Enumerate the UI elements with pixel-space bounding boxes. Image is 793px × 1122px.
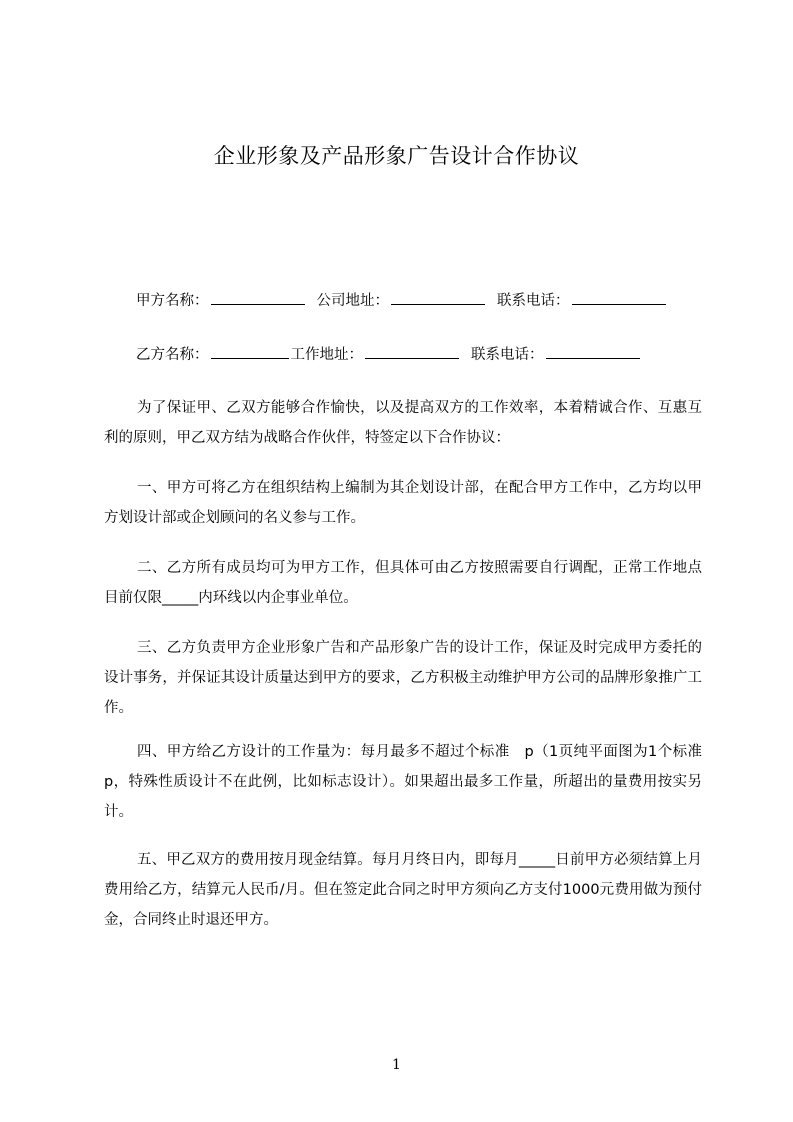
party-a-phone-label: 联系电话： [497, 293, 570, 309]
clause-2-paragraph: 二、乙方所有成员均可为甲方工作，但具体可由乙方按照需要自行调配，正常工作地点目前仅限_____内环线以内企事业单位。 [104, 560, 702, 606]
clause-4-paragraph: 四、甲方给乙方设计的工作量为：每月最多不超过个标准 p（1页纯平面图为1个标准p，特殊性质设计不在此例，比如标志设计）。如果超出最多工作量，所超出的量费用按实另计。 [104, 744, 702, 820]
party-a-name-blank[interactable] [211, 289, 305, 305]
party-b-address-blank[interactable] [365, 343, 459, 359]
party-b-name-blank[interactable] [211, 343, 289, 359]
party-b-name-label: 乙方名称： [136, 347, 209, 363]
party-b-address-label: 工作地址： [290, 347, 363, 363]
party-b-info-line [136, 343, 642, 366]
party-a-address-blank[interactable] [391, 289, 485, 305]
party-b-phone-label: 联系电话： [471, 347, 544, 363]
clause-5-paragraph: 五、甲乙双方的费用按月现金结算。每月月终日内，即每月_____日前甲方必须结算上月费用给乙方，结算元人民币/月。但在签定此合同之时甲方须向乙方支付1000元费用做为预付金，合同终止时退还甲方。 [104, 852, 702, 928]
party-a-phone-blank[interactable] [572, 289, 666, 305]
party-a-address-label: 公司地址： [316, 293, 389, 309]
party-a-name-label: 甲方名称： [136, 293, 209, 309]
clause-1-paragraph: 一、甲方可将乙方在组织结构上编制为其企划设计部，在配合甲方工作中，乙方均以甲方划设计部或企划顾问的名义参与工作。 [104, 480, 702, 526]
clause-3-paragraph: 三、乙方负责甲方企业形象广告和产品形象广告的设计工作，保证及时完成甲方委托的设计事务，并保证其设计质量达到甲方的要求，乙方积极主动维护甲方公司的品牌形象推广工作。 [104, 640, 702, 716]
document-title: 企业形象及产品形象广告设计合作协议 [213, 144, 580, 168]
party-b-phone-blank[interactable] [546, 343, 640, 359]
intro-paragraph: 为了保证甲、乙双方能够合作愉快，以及提高双方的工作效率，本着精诚合作、互惠互利的原则，甲乙双方结为战略合作伙伴，特签定以下合作协议： [104, 400, 702, 446]
page-number: 1 [392, 1057, 401, 1073]
party-a-info-line [136, 289, 668, 312]
